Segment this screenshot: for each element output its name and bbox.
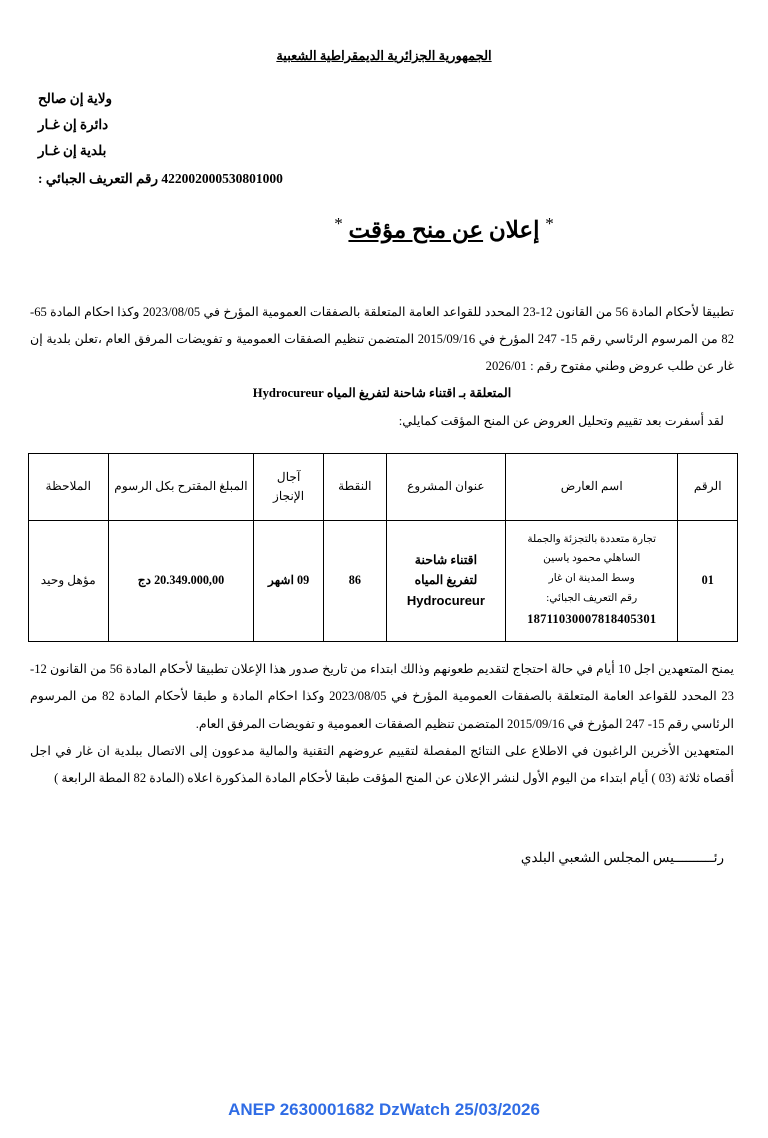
signature-block	[0, 849, 768, 867]
project-line-3: Hydrocureur	[406, 593, 485, 609]
page-title-text	[334, 214, 554, 244]
column-header-delay	[254, 453, 324, 520]
cell-number: 01	[678, 520, 738, 641]
bidder-activity: تجارة متعددة بالتجزئة والجملة	[527, 533, 657, 545]
bidder-address: وسط المدينة ان غار	[548, 572, 635, 584]
award-table-head	[29, 453, 738, 520]
bidder-name: الساهلي محمود ياسين	[543, 553, 641, 565]
column-header-bidder: اسم العارض	[506, 453, 678, 520]
table-header-row	[29, 453, 738, 520]
cell-amount: 20.349.000,00 دج	[108, 520, 254, 641]
closing-paragraph-appeal: يمنح المتعهدين اجل 10 أيام في حالة احتجاج لتقديم طعونهم وذالك ابتداء من تاريخ صدور هذا الإعلان تطبيقا لأحكام المادة 56 من القانون 12-23 المحدد للقواعد العامة المتعلقة بالصفقات العمومية المؤرخ في 2023/08/05 وكذا احكام المادة و طبقا لأحكام المادة 82 من المرسوم الرئاسي رقم 15- 247 المؤرخ في 2015/09/16 المتضمن تنظيم الصفقات العمومية و تفويضات المرفق العام.	[30, 661, 735, 731]
column-header-delay-line2: الإنجاز	[273, 488, 305, 503]
footer-anep-reference: ANEP 2630001682 DzWatch 25/03/2026	[228, 1100, 540, 1119]
award-table-wrapper	[28, 453, 738, 642]
cell-score: 86	[323, 520, 386, 641]
intro-paragraph-subject: المتعلقة بـ اقتناء شاحنة لتفريغ المياه Hydrocureur	[252, 386, 512, 401]
signature-title: رئــــــــــيس المجلس الشعبي البلدي	[520, 849, 724, 865]
title-word-announcement: إعلان	[488, 217, 540, 243]
title-star-right: *	[334, 213, 343, 233]
column-header-remark: الملاحظة	[29, 453, 109, 520]
daira-line: دائرة إن غـار	[38, 116, 109, 132]
award-table-body	[29, 520, 738, 641]
fiscal-id-number: 422002000530801000	[161, 170, 283, 186]
intro-paragraph-result-leadin: لقد أسفرت بعد تقييم وتحليل العروض عن المنح المؤقت كمايلي:	[398, 413, 724, 428]
column-header-amount: المبلغ المقترح بكل الرسوم	[108, 453, 254, 520]
cell-bidder	[506, 520, 678, 641]
column-header-score: النقطة	[323, 453, 386, 520]
column-header-project: عنوان المشروع	[386, 453, 505, 520]
project-details	[390, 550, 502, 612]
bidder-details	[509, 530, 674, 632]
award-table	[28, 453, 738, 642]
project-line-2: لتفريغ المياه	[414, 573, 478, 588]
column-header-number: الرقم	[678, 453, 738, 520]
project-line-1: اقتناء شاحنة	[414, 552, 478, 567]
fiscal-id-label: رقم التعريف الجبائي :	[38, 170, 158, 186]
wilaya-line: ولاية إن صالح	[38, 91, 113, 106]
administrative-block	[0, 86, 768, 192]
fiscal-id-line	[38, 166, 768, 192]
intro-paragraph-legal-basis: تطبيقا لأحكام المادة 56 من القانون 12-23 المحدد للقواعد العامة المتعلقة بالصفقات العمومية المؤرخ في 2023/08/05 وكذا احكام المادة 65- 82 من المرسوم الرئاسي رقم 15- 247 المؤرخ في 2015/09/16 المتضمن تنظيم الصفقات العمومية و تفويضات المرفق العام ،تعلن بلدية إن غار عن طلب عروض وطني مفتوح رقم : 2026/01	[30, 305, 734, 374]
title-star-left: *	[545, 213, 554, 233]
republic-header: الجمهورية الجزائرية الديمقراطية الشعبية	[276, 48, 492, 63]
page-title	[0, 214, 768, 244]
closing-paragraph-detailed-results: المتعهدين الأخرين الراغبون في الاطلاع على النتائج المفصلة لتقييم عروضهم التقنية والمالية مدعوون إلى الاتصال ببلدية ان غار في اجل أقصاه ثلاثة (03 ) أيام ابتداء من اليوم الأول لنشر الإعلان عن المنح المؤقت طبقا لأحكام المادة المذكورة اعلاه (المادة 82 المطة الرابعة )	[30, 743, 734, 786]
title-underlined-part: عن منح مؤقت	[348, 217, 484, 243]
baladia-line: بلدية إن غـار	[38, 142, 107, 158]
table-row	[29, 520, 738, 641]
bidder-tax-id-value: 18711030007818405301	[527, 612, 657, 627]
bidder-tax-id-label: رقم التعريف الجبائي:	[546, 592, 638, 604]
cell-project	[386, 520, 505, 641]
cell-delay: 09 اشهر	[254, 520, 324, 641]
cell-remark: مؤهل وحيد	[29, 520, 109, 641]
column-header-delay-line1: آجال	[276, 469, 301, 484]
footer	[0, 1100, 768, 1120]
